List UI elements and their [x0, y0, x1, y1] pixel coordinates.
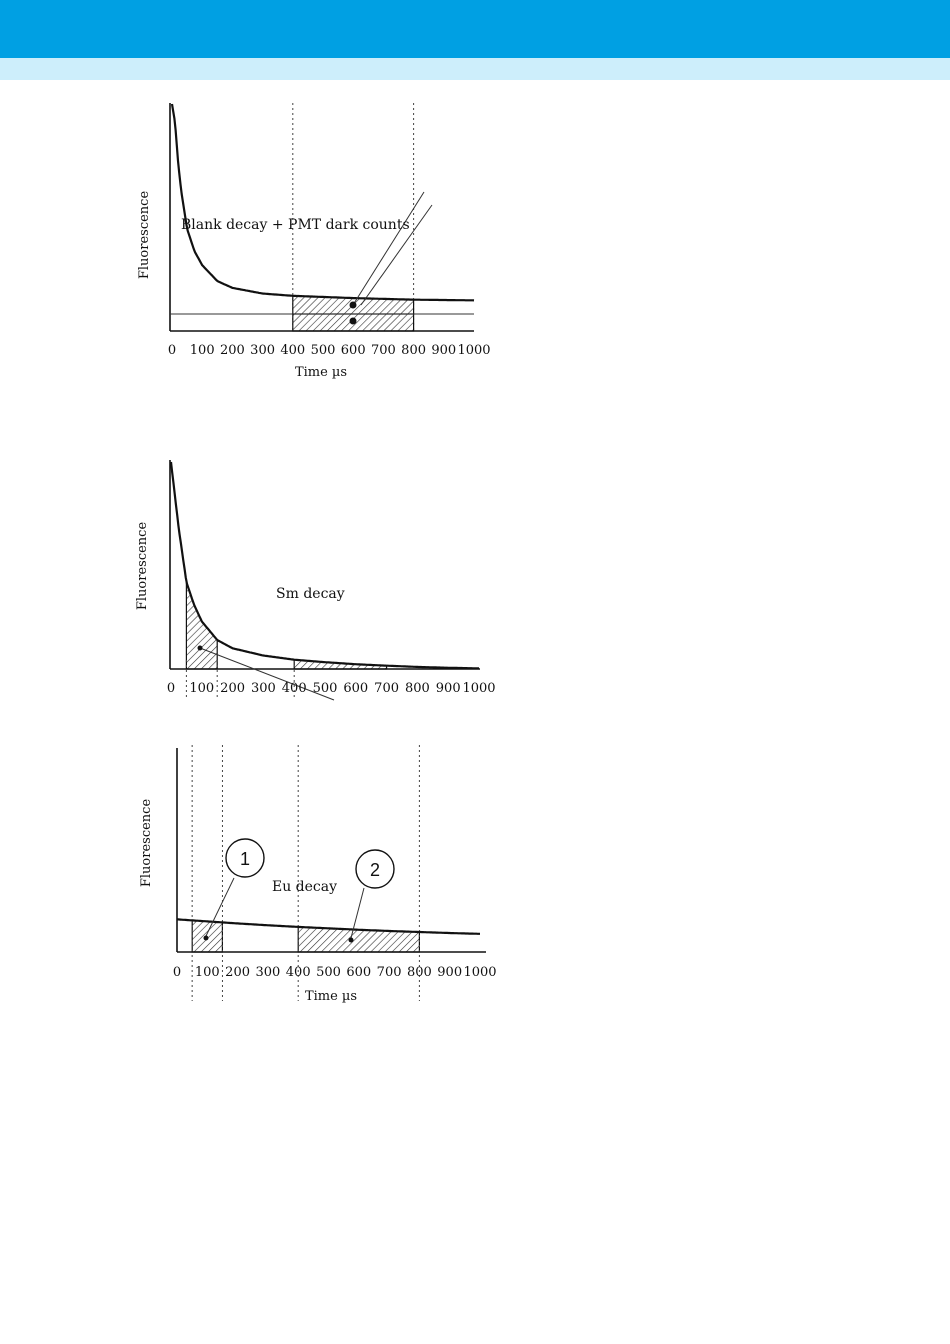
x-tick-label: 1000	[462, 681, 496, 696]
x-tick-label: 600	[343, 681, 369, 696]
x-tick-label: 900	[437, 965, 463, 980]
x-tick-label: 0	[167, 343, 177, 358]
x-tick-label: 200	[219, 343, 245, 358]
chart2-x-ticks	[167, 681, 496, 696]
x-tick-label: 500	[316, 965, 341, 980]
x-tick-label: 200	[220, 681, 246, 696]
x-tick-label: 500	[310, 343, 336, 358]
x-tick-label: 300	[255, 965, 281, 980]
chart2-annotation: Sm decay	[276, 586, 345, 602]
chart-blank-decay	[137, 103, 491, 380]
chart3-annotation: Eu decay	[272, 879, 338, 895]
x-tick-label: 800	[401, 343, 427, 358]
chart3-x-label: Time µs	[304, 989, 358, 1004]
x-tick-label: 200	[225, 965, 251, 980]
x-tick-label: 600	[340, 343, 366, 358]
x-tick-label: 1000	[457, 343, 491, 358]
chart2-marker-dot	[198, 646, 203, 651]
x-tick-label: 500	[312, 681, 338, 696]
chart1-x-ticks	[168, 343, 491, 358]
chart3-x-ticks	[173, 965, 497, 980]
x-tick-label: 700	[370, 343, 396, 358]
chart1-marker-dot	[350, 302, 357, 309]
chart3-y-label: Fluorescence	[139, 798, 154, 888]
x-tick-label: 300	[250, 681, 276, 696]
chart1-decay-curve	[172, 104, 474, 300]
x-tick-label: 300	[250, 343, 276, 358]
x-tick-label: 400	[280, 343, 306, 358]
x-tick-label: 1000	[463, 965, 497, 980]
x-tick-label: 0	[172, 965, 182, 980]
chart1-shaded-windows	[293, 296, 414, 331]
x-tick-label: 100	[194, 965, 220, 980]
x-tick-label: 100	[189, 681, 215, 696]
x-tick-label: 100	[189, 343, 215, 358]
callout-1-number: 1	[239, 849, 251, 869]
chart2-y-label: Fluorescence	[135, 521, 150, 611]
chart3-marker-dot	[349, 938, 354, 943]
chart-eu-decay	[139, 745, 497, 1004]
x-tick-label: 800	[404, 681, 430, 696]
chart1-annotation: Blank decay + PMT dark counts	[181, 217, 410, 233]
chart1-x-label: Time µs	[294, 365, 348, 380]
chart1-marker-dot	[350, 318, 357, 325]
callout-2-number: 2	[369, 860, 381, 880]
x-tick-label: 0	[166, 681, 176, 696]
chart-sm-decay	[135, 460, 496, 700]
x-tick-label: 900	[435, 681, 461, 696]
chart1-y-label: Fluorescence	[137, 190, 152, 280]
x-tick-label: 800	[406, 965, 432, 980]
chart2-decay-curve	[171, 462, 479, 668]
chart3-marker-dot	[204, 936, 209, 941]
x-tick-label: 400	[285, 965, 311, 980]
x-tick-label: 900	[431, 343, 457, 358]
x-tick-label: 400	[281, 681, 307, 696]
x-tick-label: 700	[374, 681, 400, 696]
chart3-shaded-windows	[192, 920, 419, 952]
x-tick-label: 700	[376, 965, 402, 980]
x-tick-label: 600	[346, 965, 372, 980]
